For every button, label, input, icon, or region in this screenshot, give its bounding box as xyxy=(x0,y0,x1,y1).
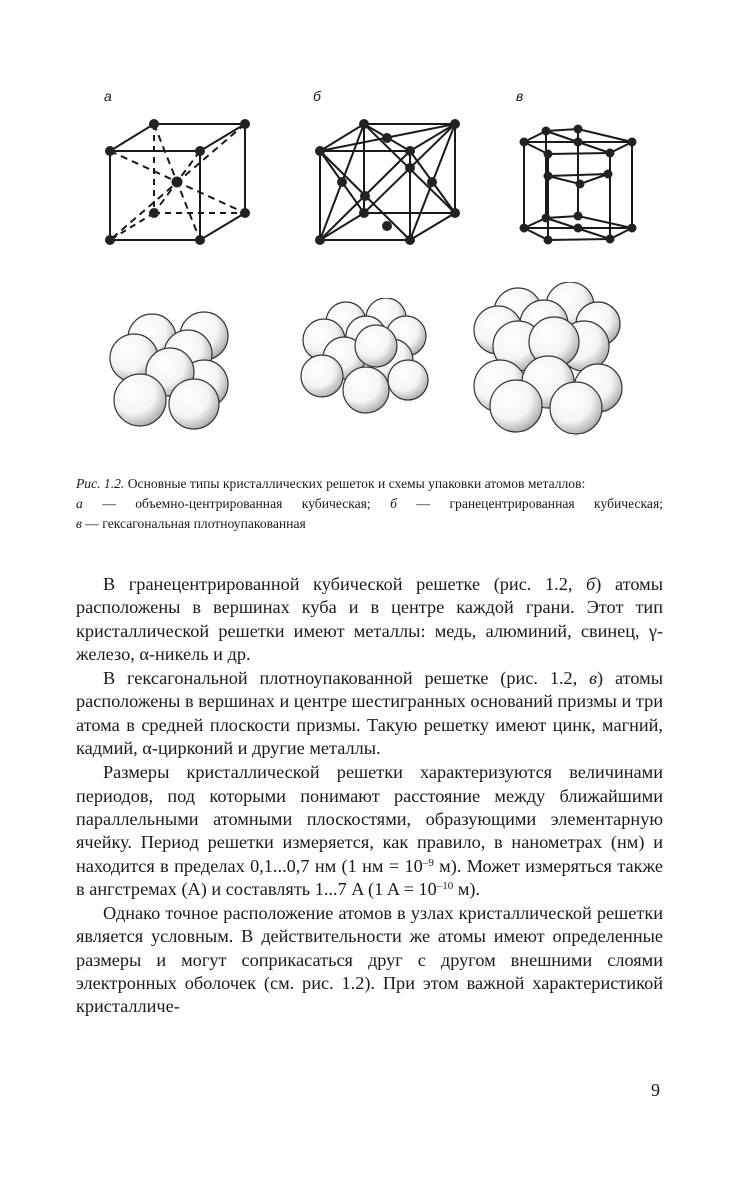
caption-item-text-a: объемно-центрированная кубическая; xyxy=(135,496,371,511)
paragraph-period-text-2: м). Может измеряться также в ангстремах (A) и составлять 1...7 A (1 A = 10 xyxy=(76,855,663,899)
paragraph-hcp-text-1: В гексагональной плотноупакованной решетке (рис. 1.2, xyxy=(103,668,590,689)
hcp-sphere-packing xyxy=(470,282,626,442)
paragraph-fcc-text-1: В гранецентрированной кубической решетке (рис. 1.2, xyxy=(103,574,587,594)
exponent-nm: –9 xyxy=(422,856,434,869)
caption-items-line-1: а — объемно-центрированная кубическая; б — гранецентрированная кубическая; xyxy=(76,496,663,511)
caption-item-marker-a: а xyxy=(76,496,83,511)
paragraph-period-text-3: м). xyxy=(453,878,481,899)
page-number: 9 xyxy=(651,1080,660,1100)
paragraph-hcp-text-2: ) атомы расположены в вершинах и центре шестигранных оснований призмы и три атома в средней плоскости призмы. Такую решетку имеют цинк, магний, кадмий, α-цирконий и другие металлы. xyxy=(76,668,664,759)
paragraph-fcc-text-2: ) атомы расположены в вершинах куба и в центре каждой грани. Этот тип кристаллической решетки имеют металлы: медь, алюминий, свинец, γ-железо, α-никель и др. xyxy=(76,574,663,664)
fcc-lattice-diagram xyxy=(310,118,462,248)
caption-items-line-2: в — гексагональная плотноупакованная xyxy=(76,516,306,531)
figure-label-c: в xyxy=(516,88,524,104)
fcc-sphere-packing xyxy=(296,298,432,426)
figure-label-b: б xyxy=(313,88,321,104)
bcc-sphere-packing xyxy=(104,308,236,432)
caption-item-marker-b: б xyxy=(390,496,397,511)
figure-label-a: а xyxy=(104,88,112,104)
figure-caption xyxy=(76,474,663,534)
paragraph-lattice-period xyxy=(76,761,663,901)
paragraph-period-text-1: Размеры кристаллической решетки характеризуются величинами периодов, под которыми понимают расстояние между ближайшими параллельными атомными плоскостями, образующими элементарную ячейку. Период решетки измеряется, как правило, в нанометрах (нм) и находится в пределах 0,1...0,7 нм (1 нм = 10 xyxy=(76,762,663,876)
bcc-lattice-diagram xyxy=(100,118,252,248)
paragraph-hcp-figure-ref: в xyxy=(589,668,598,689)
paragraph-hcp xyxy=(76,667,663,760)
caption-title-line xyxy=(76,474,663,494)
exponent-angstrom: –10 xyxy=(436,879,454,892)
paragraph-atom-position: Однако точное расположение атомов в узлах кристаллической решетки является условным. В действительности же атомы имеют определенные размеры и могут соприкасаться друг с другом внешними слоями электронных оболочек (см. рис. 1.2). При этом важной характеристикой кристалличе- xyxy=(76,903,663,1017)
caption-prefix: Рис. 1.2. xyxy=(76,476,125,491)
hcp-lattice-diagram xyxy=(518,120,640,246)
body-text xyxy=(76,573,663,1020)
caption-item-marker-c: в xyxy=(76,516,82,531)
caption-title: Основные типы кристаллических решеток и схемы упаковки атомов металлов: xyxy=(127,476,586,491)
paragraph-fcc-figure-ref: б xyxy=(586,574,596,594)
caption-item-text-c: гексагональная плотноупакованная xyxy=(102,516,306,531)
caption-item-text-b: гранецентрированная кубическая; xyxy=(449,496,663,511)
paragraph-fcc xyxy=(76,573,663,666)
